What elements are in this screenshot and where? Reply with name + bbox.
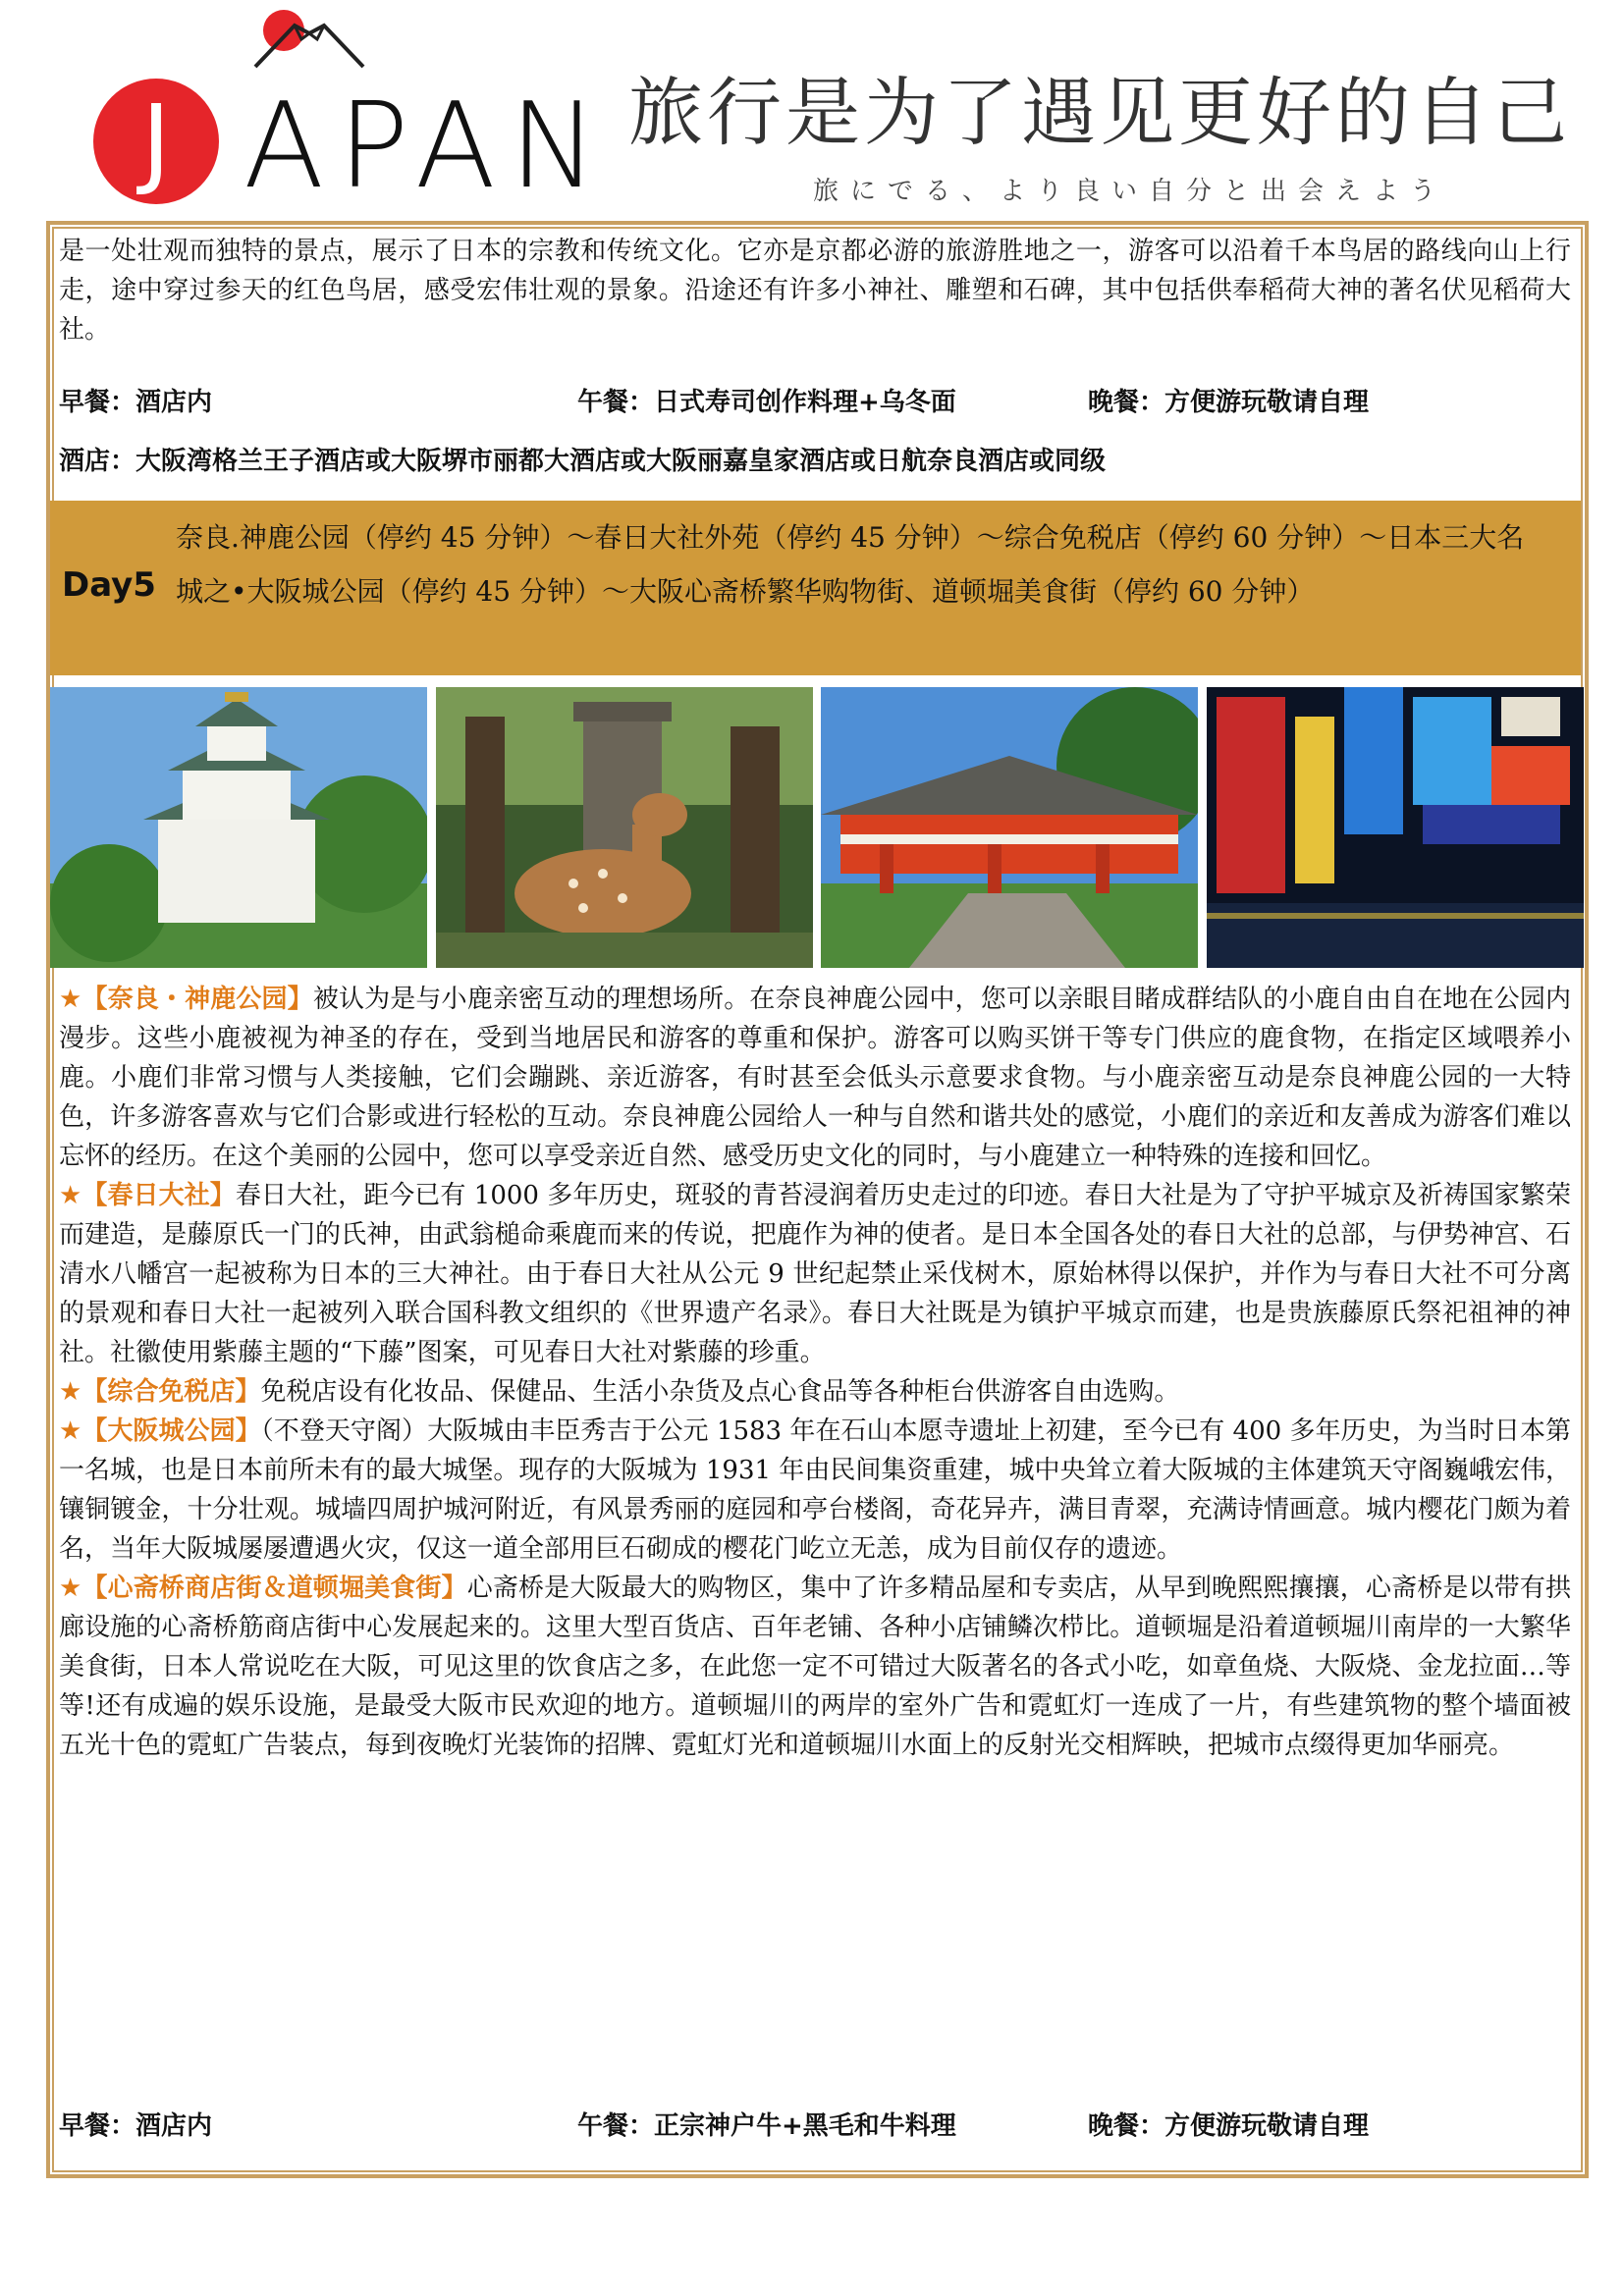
day4-hotel: 酒店：大阪湾格兰王子酒店或大阪堺市丽都大酒店或大阪丽嘉皇家酒店或日航奈良酒店或同级 [59, 447, 1107, 476]
section-title: 【大阪城公园】 [81, 1416, 261, 1446]
star-icon: ★ [59, 1377, 82, 1407]
section-kasuga-taisha [59, 1176, 1571, 1372]
day5-meals [59, 2107, 1571, 2146]
section-text: （不登天守阁）大阪城由丰臣秀吉于公元 1583 年在石山本愿寺遗址上初建，至今已有 400 多年历史，为当时日本第一名城，也是日本前所未有的最大城堡。现存的大阪城为 1931 年由民间集资重建，城中央耸立着大阪城的主体建筑天守阁巍峨宏伟，镶铜镀金，十分壮观。城墙四周护城河附近，有风景秀丽的庭园和亭台楼阁，奇花异卉，满目青翠，充满诗情画意。城内樱花门颇为着名，当年大阪城屡屡遭遇火灾，仅这一道全部用巨石砌成的樱花门屹立无恙，成为目前仅存的遗迹。 [59, 1416, 1571, 1564]
section-nara-deer-park [59, 980, 1571, 1176]
star-icon: ★ [59, 1574, 82, 1603]
day4-breakfast: 早餐：酒店内 [59, 388, 213, 417]
osaka-castle-photo [50, 687, 427, 968]
day4-intro [59, 232, 1571, 349]
dotonbori-photo [1207, 687, 1584, 968]
day4-intro-text: 是一处壮观而独特的景点，展示了日本的宗教和传统文化。它亦是京都必游的旅游胜地之一，游客可以沿着千本鸟居的路线向山上行走，途中穿过参天的红色鸟居，感受宏伟壮观的景象。沿途还有许多小神社、雕塑和石碑，其中包括供奉稻荷大神的著名伏见稻荷大社。 [59, 237, 1571, 345]
kasuga-shrine-photo [821, 687, 1198, 968]
section-title: 【奈良・神鹿公园】 [81, 985, 313, 1014]
day4-dinner: 晚餐：方便游玩敬请自理 [1088, 388, 1370, 417]
page-subslogan: 旅にでる、より良い自分と出会えよう [813, 177, 1448, 206]
section-shinsaibashi-dotonbori [59, 1569, 1571, 1765]
day4-lunch: 午餐：日式寿司创作料理+乌冬面 [577, 388, 956, 417]
day5-label: Day5 [62, 565, 156, 605]
star-icon: ★ [59, 1416, 82, 1446]
logo-text: APAN [244, 79, 612, 215]
day5-breakfast: 早餐：酒店内 [59, 2111, 213, 2141]
logo-initial: J [93, 79, 219, 204]
section-text: 心斋桥是大阪最大的购物区，集中了许多精品屋和专卖店，从早到晚熙熙攘攘，心斋桥是以带有拱廊设施的心斋桥筋商店街中心发展起来的。这里大型百货店、百年老铺、各种小店铺鳞次栉比。道顿堀是沿着道顿堀川南岸的一大繁华美食街，日本人常说吃在大阪，可见这里的饮食店之多，在此您一定不可错过大阪著名的各式小吃，如章鱼烧、大阪烧、金龙拉面…等等!还有成遍的娱乐设施，是最受大阪市民欢迎的地方。道顿堀川的两岸的室外广告和霓虹灯一连成了一片，有些建筑物的整个墙面被五光十色的霓虹广告装点，每到夜晚灯光装饰的招牌、霓虹灯光和道顿堀川水面上的反射光交相辉映，把城市点缀得更加华丽亮。 [59, 1574, 1571, 1760]
nara-deer-photo [436, 687, 813, 968]
section-osaka-castle [59, 1412, 1571, 1569]
section-title: 【综合免税店】 [81, 1377, 261, 1407]
page-header [0, 0, 1624, 216]
section-text: 被认为是与小鹿亲密互动的理想场所。在奈良神鹿公园中，您可以亲眼目睹成群结队的小鹿自由自在地在公园内漫步。这些小鹿被视为神圣的存在，受到当地居民和游客的尊重和保护。游客可以购买饼干等专门供应的鹿食物，在指定区域喂养小鹿。小鹿们非常习惯与人类接触，它们会蹦跳、亲近游客，有时甚至会低头示意要求食物。与小鹿亲密互动是奈良神鹿公园的一大特色，许多游客喜欢与它们合影或进行轻松的互动。奈良神鹿公园给人一种与自然和谐共处的感觉，小鹿们的亲近和友善成为游客们难以忘怀的经历。在这个美丽的公园中，您可以享受亲近自然、感受历史文化的同时，与小鹿建立一种特殊的连接和回忆。 [59, 985, 1571, 1171]
day5-lunch: 午餐：正宗神户牛+黑毛和牛料理 [577, 2111, 956, 2141]
section-title: 【春日大社】 [81, 1181, 236, 1210]
day4-meals [59, 383, 1571, 422]
page-slogan: 旅行是为了遇见更好的自己 [628, 69, 1571, 156]
day5-sections [59, 980, 1571, 1765]
star-icon: ★ [59, 1181, 82, 1210]
day5-route: 奈良.神鹿公园（停约 45 分钟）～春日大社外苑（停约 45 分钟）～综合免税店（停约 60 分钟）～日本三大名城之•大阪城公园（停约 45 分钟）～大阪心斋桥繁华购物街、道顿堀美食街（停约 60 分钟） [176, 521, 1525, 608]
section-text: 春日大社，距今已有 1000 多年历史，斑驳的青苔浸润着历史走过的印迹。春日大社是为了守护平城京及祈祷国家繁荣而建造，是藤原氏一门的氏神，由武翁槌命乘鹿而来的传说，把鹿作为神的使者。是日本全国各处的春日大社的总部，与伊势神宫、石清水八幡宫一起被称为日本的三大神社。由于春日大社从公元 9 世纪起禁止采伐树木，原始林得以保护，并作为与春日大社不可分离的景观和春日大社一起被列入联合国科教文组织的《世界遗产名录》。春日大社既是为镇护平城京而建，也是贵族藤原氏祭祀祖神的神社。社徽使用紫藤主题的“下藤”图案，可见春日大社对紫藤的珍重。 [59, 1181, 1571, 1367]
star-icon: ★ [59, 985, 82, 1014]
section-duty-free [59, 1372, 1571, 1412]
day5-dinner: 晚餐：方便游玩敬请自理 [1088, 2111, 1370, 2141]
section-text: 免税店设有化妆品、保健品、生活小杂货及点心食品等各种柜台供游客自由选购。 [260, 1377, 1180, 1407]
mount-fuji-icon [250, 6, 368, 75]
section-title: 【心斋桥商店街＆道顿堀美食街】 [81, 1574, 467, 1603]
day5-header-band [50, 501, 1581, 675]
